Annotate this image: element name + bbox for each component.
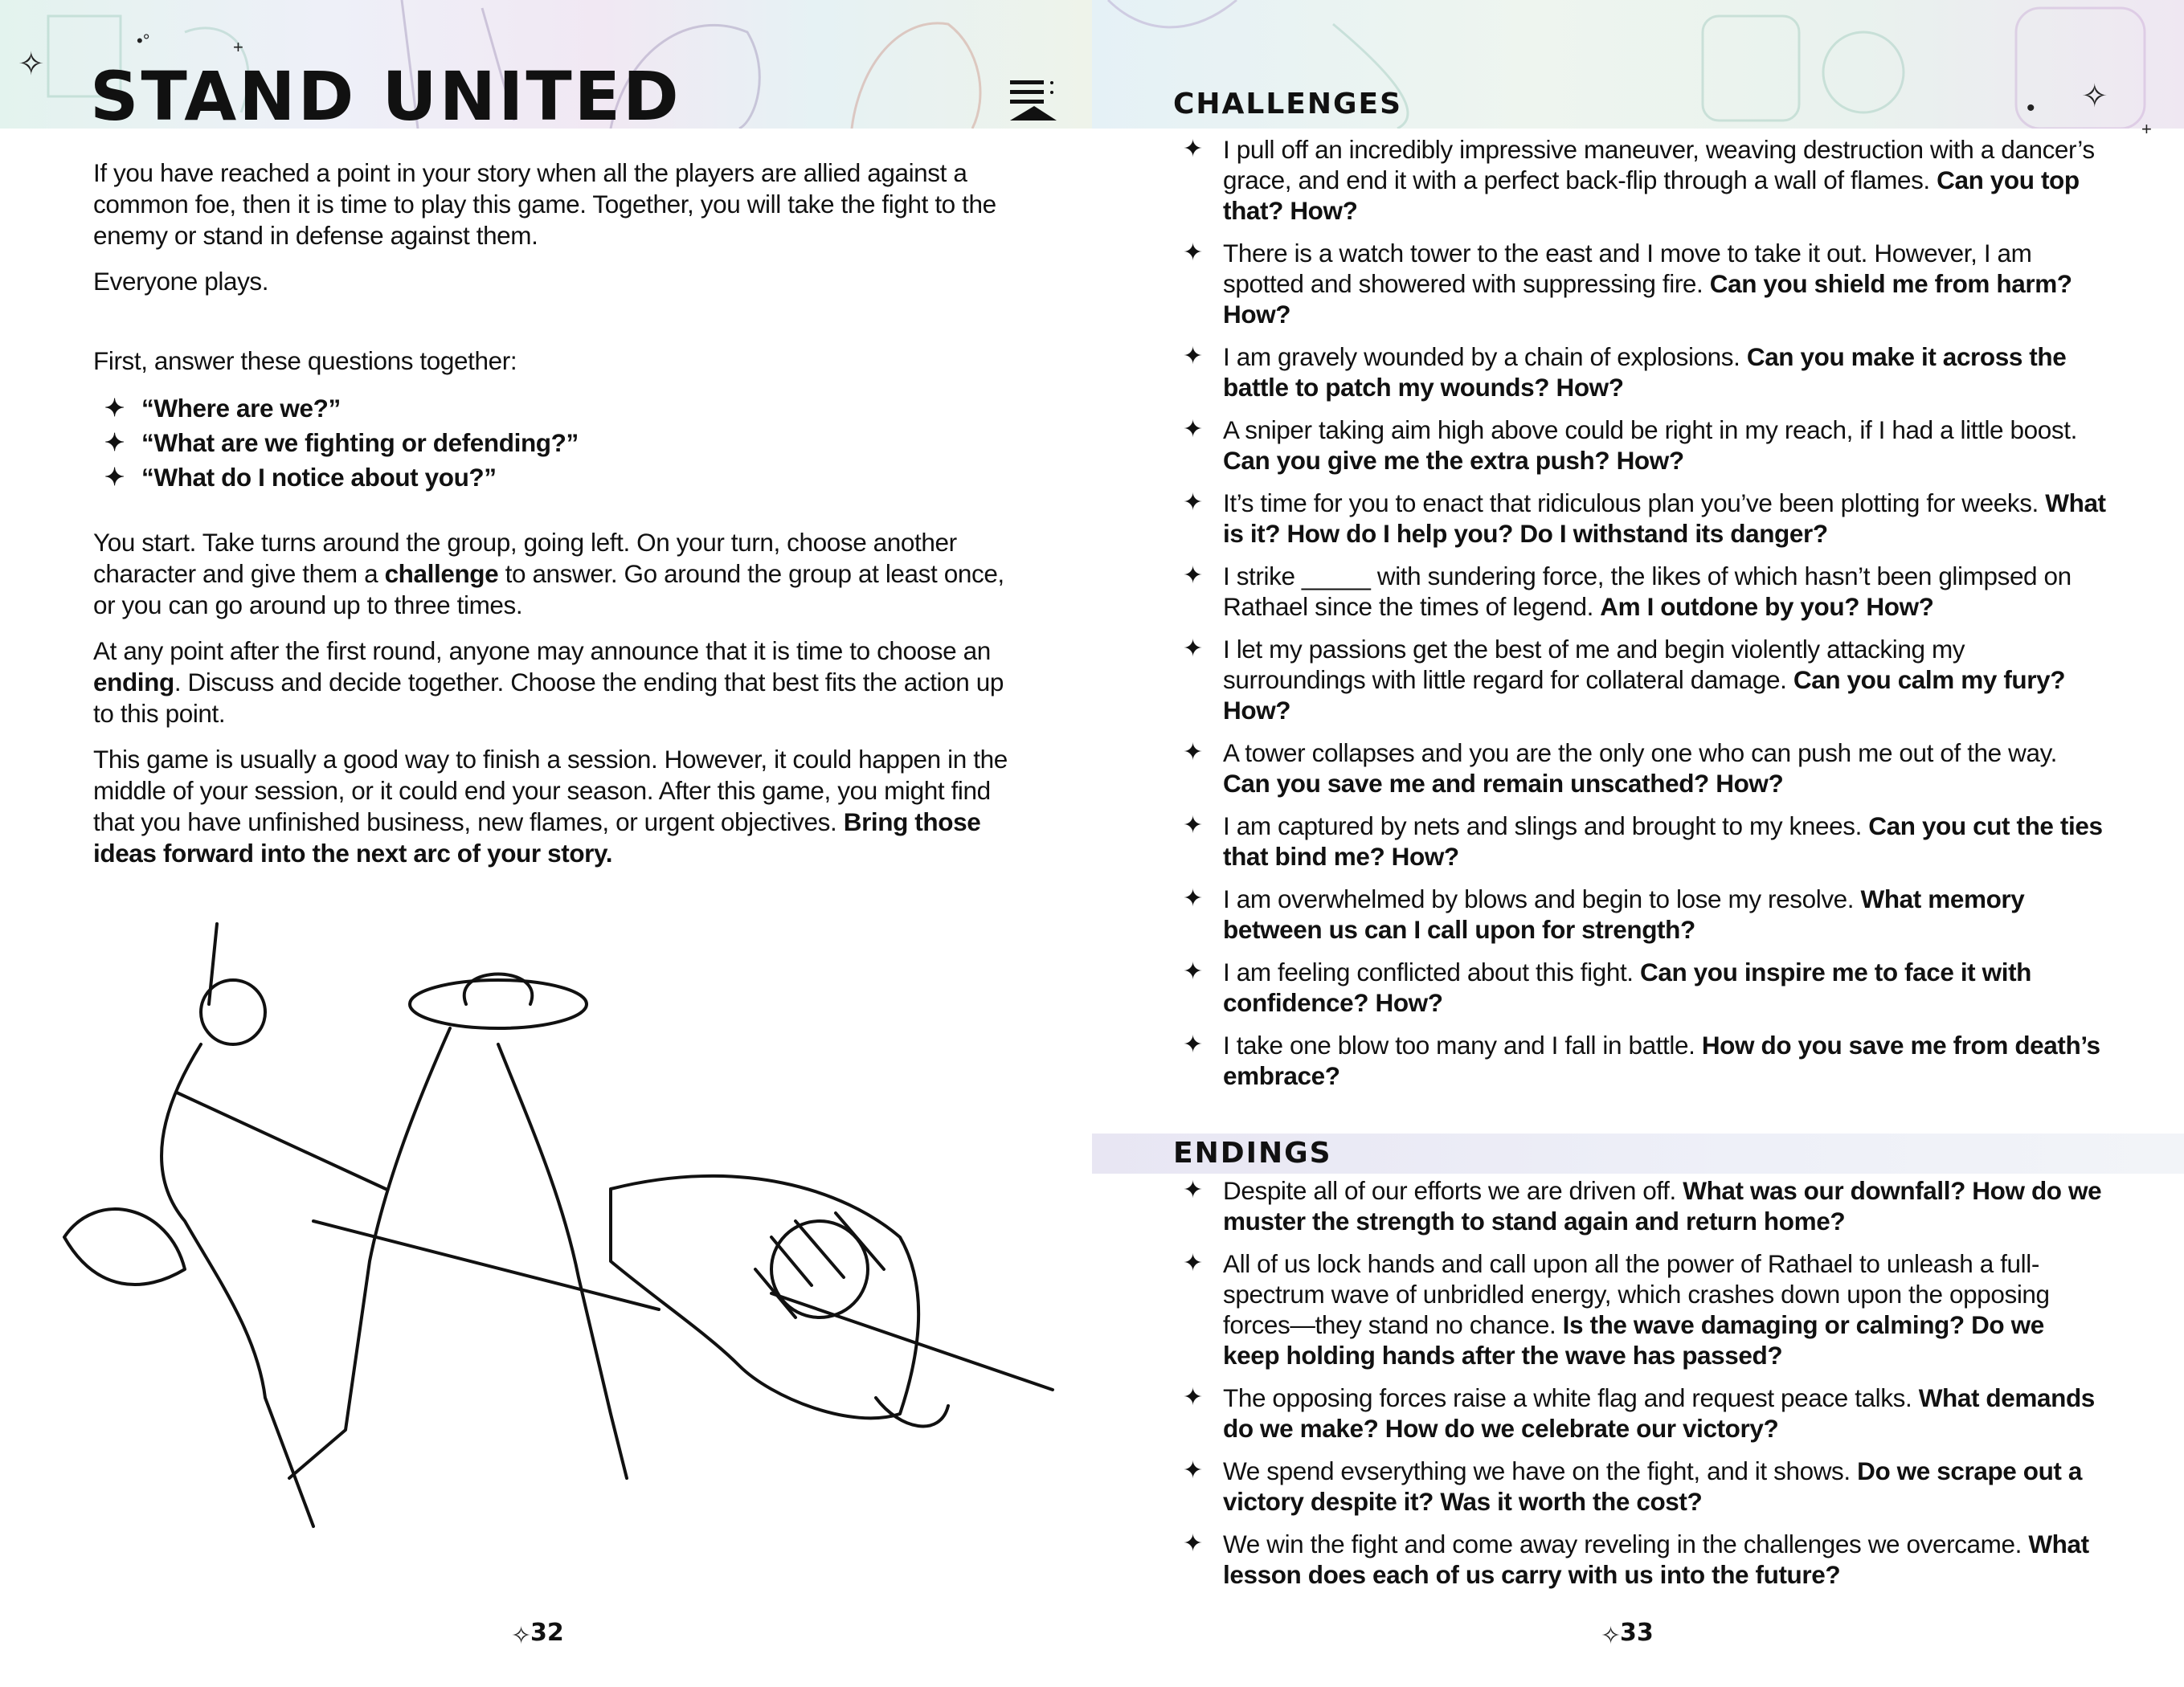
text-run: This game is usually a good way to finish a session. However, it could happen in the middle of your session, or it could end your season. After this game, you might find that you have unfinished business, new flames, or urgent objectives.: [93, 745, 1008, 836]
sparkle-icon: ✧: [511, 1623, 532, 1649]
challenge-item: [1183, 238, 2107, 329]
bullet-star-icon: ✦: [1183, 489, 1203, 516]
bold-prompt: Can you cut the ties that bind me? How?: [1223, 811, 2103, 871]
table-of-contents-icon[interactable]: [1008, 79, 1058, 122]
text-run: I take one blow too many and I fall in battle.: [1223, 1031, 1702, 1060]
bullet-star-icon: ✦: [1183, 635, 1203, 662]
bold-prompt: What lesson does each of us carry with us into the future?: [1223, 1530, 2089, 1589]
bullet-star-icon: ✦: [104, 395, 125, 422]
challenge-item: [1183, 134, 2107, 226]
text-run: The opposing forces raise a white flag and request peace talks.: [1223, 1383, 1919, 1412]
bullet-star-icon: ✦: [1183, 1457, 1203, 1484]
text-run: I am gravely wounded by a chain of explosions.: [1223, 342, 1747, 371]
questions-intro: First, answer these questions together:: [93, 346, 517, 375]
bullet-star-icon: ✦: [1183, 1250, 1203, 1276]
endings-heading: ENDINGS: [1173, 1137, 1332, 1170]
text-run: . Discuss and decide together. Choose the ending that best fits the action up to this point.: [93, 668, 1004, 728]
page-title: STAND UNITED: [90, 57, 681, 136]
bullet-star-icon: ✦: [104, 464, 125, 491]
page-number-left: 32: [530, 1619, 564, 1647]
bold-prompt: Do we scrape out a victory despite it? Was it worth the cost?: [1223, 1456, 2082, 1516]
sparkle-icon: ✧: [18, 47, 45, 82]
text-run: Everyone plays.: [93, 267, 269, 296]
sparkle-icon: ✧: [1601, 1623, 1622, 1649]
bullet-star-icon: ✦: [1183, 1384, 1203, 1411]
text-run: I let my passions get the best of me and begin violently attacking my surroundings with little regard for collateral damage.: [1223, 635, 1965, 694]
text-run: I pull off an incredibly impressive maneuver, weaving destruction with a dancer’s grace, and end it with a perfect back-flip through a wall of flames.: [1223, 135, 2095, 194]
plus-icon: +: [2141, 119, 2152, 139]
bold-prompt: Can you top that? How?: [1223, 165, 2080, 225]
ending-item: [1183, 1383, 2107, 1444]
text-run: A tower collapses and you are the only one who can push me out of the way.: [1223, 738, 2057, 767]
bullet-star-icon: ✦: [1183, 416, 1203, 443]
challenge-item: [1183, 341, 2107, 402]
text-run: At any point after the first round, anyone may announce that it is time to choose an: [93, 636, 991, 665]
bold-prompt: Can you shield me from harm? How?: [1223, 269, 2072, 329]
challenge-item: [1183, 488, 2107, 549]
bold-prompt: What is it? How do I help you? Do I withstand its danger?: [1223, 488, 2106, 548]
text-run: We win the fight and come away reveling in the challenges we overcame.: [1223, 1530, 2029, 1558]
text-run: It’s time for you to enact that ridiculous plan you’ve been plotting for weeks.: [1223, 488, 2046, 517]
endings-section: [1183, 1175, 2107, 1602]
ending-item: [1183, 1248, 2107, 1370]
challenge-item: [1183, 957, 2107, 1018]
text-run: A sniper taking aim high above could be right in my reach, if I had a little boost.: [1223, 415, 2077, 444]
paragraph: [93, 635, 1017, 729]
bullet-star-icon: ✦: [1183, 239, 1203, 266]
question-text: “What are we fighting or defending?”: [141, 428, 579, 457]
paragraph: [93, 266, 1017, 297]
bold-prompt: Can you inspire me to face it with confidence? How?: [1223, 958, 2032, 1017]
text-run: I am feeling conflicted about this fight.: [1223, 958, 1641, 986]
ending-item: [1183, 1529, 2107, 1590]
challenge-item: [1183, 415, 2107, 476]
bold-prompt: Bring those ideas forward into the next arc of your story.: [93, 807, 981, 868]
challenge-item: [1183, 634, 2107, 725]
challenges-list: [1183, 134, 2107, 1091]
text-run: Despite all of our efforts we are driven off.: [1223, 1176, 1683, 1205]
text-run: I am overwhelmed by blows and begin to lose my resolve.: [1223, 884, 1861, 913]
combat-illustration: [48, 916, 1069, 1558]
text-run: There is a watch tower to the east and I move to take it out. However, I am spotted and showered with suppressing fire.: [1223, 239, 2032, 298]
bold-prompt: challenge: [384, 559, 499, 588]
bold-prompt: What memory between us can I call upon for strength?: [1223, 884, 2025, 944]
paragraph: [93, 157, 1017, 251]
text-run: I strike _____ with sundering force, the likes of which hasn’t been glimpsed on Rathael since the times of legend.: [1223, 562, 2072, 621]
text-run: We spend evserything we have on the fight, and it shows.: [1223, 1456, 1858, 1485]
endings-list: [1183, 1175, 2107, 1590]
challenges-heading: CHALLENGES: [1173, 88, 1403, 120]
bold-prompt: Is the wave damaging or calming? Do we keep holding hands after the wave has passed?: [1223, 1310, 2044, 1370]
question-item: [93, 460, 1017, 495]
question-text: “What do I notice about you?”: [141, 463, 497, 492]
bullet-star-icon: ✦: [1183, 1530, 1203, 1557]
text-run: I am captured by nets and slings and brought to my knees.: [1223, 811, 1869, 840]
text-run: All of us lock hands and call upon all the power of Rathael to unleash a full-spectrum wave of unbridled energy, which crashes down upon the opposing forces—they stand no chance.: [1223, 1249, 2050, 1339]
challenge-item: [1183, 737, 2107, 799]
bold-prompt: ending: [93, 668, 174, 696]
intro-section: [93, 157, 1017, 297]
challenge-item: [1183, 884, 2107, 945]
paragraph: [93, 527, 1017, 621]
bullet-star-icon: ✦: [1183, 739, 1203, 766]
text-run: If you have reached a point in your story when all the players are allied against a common foe, then it is time to play this game. Together, you will take the fight to the enemy or stand in defense against them.: [93, 158, 996, 250]
bold-prompt: How do you save me from death’s embrace?: [1223, 1031, 2100, 1090]
question-item: [93, 426, 1017, 460]
challenge-item: [1183, 811, 2107, 872]
bullet-star-icon: ✦: [104, 430, 125, 456]
text-run: You start. Take turns around the group, going left. On your turn, choose another character and give them a: [93, 528, 957, 588]
dot-icon: •: [2027, 95, 2035, 121]
bold-prompt: Can you make it across the battle to patch my wounds? How?: [1223, 342, 2067, 402]
bullet-star-icon: ✦: [1183, 958, 1203, 985]
bold-prompt: Can you calm my fury? How?: [1223, 665, 2066, 725]
dot-icon: •°: [137, 31, 150, 51]
sparkle-icon: ✧: [2081, 79, 2108, 114]
bullet-star-icon: ✦: [1183, 812, 1203, 839]
challenges-section: [1183, 134, 2107, 1103]
text-run: to answer. Go around the group at least once, or you can go around up to three times.: [93, 559, 1004, 619]
ending-item: [1183, 1456, 2107, 1517]
bullet-star-icon: ✦: [1183, 1031, 1203, 1058]
bold-prompt: Can you give me the extra push? How?: [1223, 446, 1684, 475]
bold-prompt: What was our downfall? How do we muster the strength to stand again and return home?: [1223, 1176, 2102, 1236]
challenge-item: [1183, 1030, 2107, 1091]
page-number-right: 33: [1620, 1619, 1654, 1647]
questions-list: [93, 391, 1017, 495]
bullet-star-icon: ✦: [1183, 885, 1203, 912]
left-page-body: [93, 157, 1017, 884]
ending-item: [1183, 1175, 2107, 1236]
bullet-star-icon: ✦: [1183, 136, 1203, 162]
bullet-star-icon: ✦: [1183, 1177, 1203, 1203]
rules-section: [93, 527, 1017, 869]
bold-prompt: What demands do we make? How do we celebrate our victory?: [1223, 1383, 2095, 1443]
question-item: [93, 391, 1017, 426]
bold-prompt: Can you save me and remain unscathed? How?: [1223, 769, 1784, 798]
plus-icon: +: [233, 37, 243, 57]
bullet-star-icon: ✦: [1183, 343, 1203, 370]
bullet-star-icon: ✦: [1183, 562, 1203, 589]
bold-prompt: Am I outdone by you? How?: [1600, 592, 1934, 621]
question-text: “Where are we?”: [141, 394, 341, 423]
paragraph: [93, 744, 1017, 869]
challenge-item: [1183, 561, 2107, 622]
